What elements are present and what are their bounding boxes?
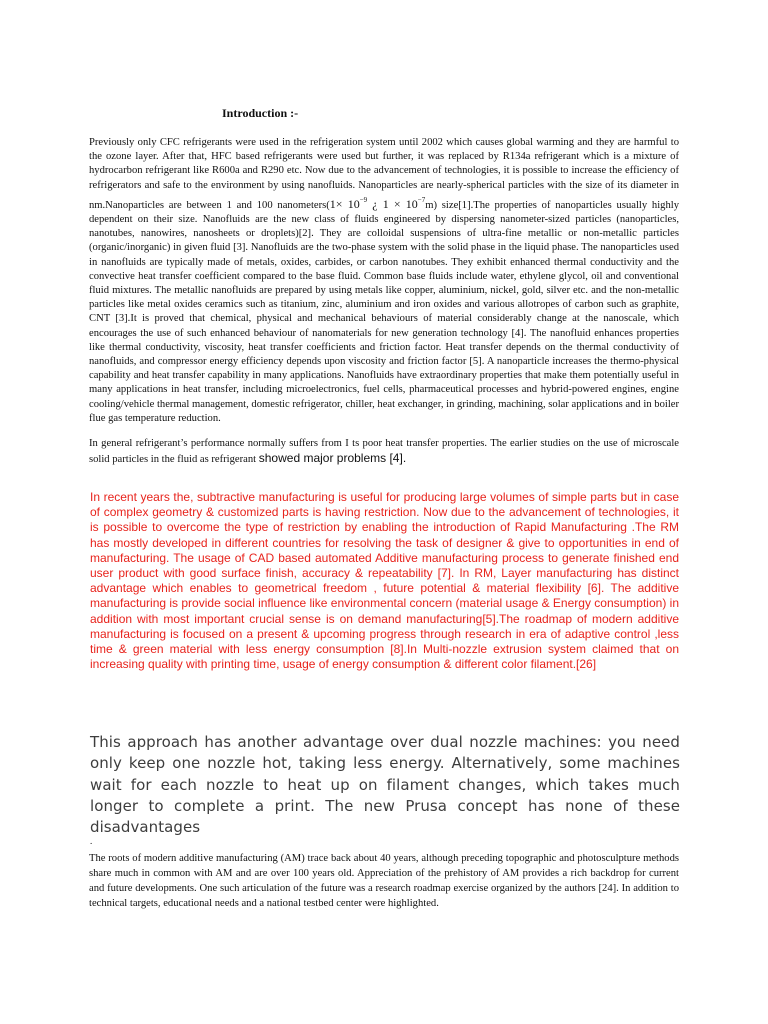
paragraph-refrigerant-performance — [89, 436, 679, 467]
section-heading: Introduction :- — [222, 106, 299, 120]
math-exponent-a: −9 — [359, 195, 368, 204]
math-part-a: 1× 10 — [329, 196, 360, 211]
paragraph-am-roots: The roots of modern additive manufacturing (AM) trace back about 40 years, although preceding topographic and photosculpture methods share much in common with AM and are over 100 years old. Appreciation of the prehistory of AM provides a rich backdrop for current and future developments. One such articulation of the future was a research roadmap exercise organized by the authors [24]. In addition to technical targets, educational needs and a national testbed center were highlighted. — [89, 853, 679, 909]
separator-dot: . — [90, 836, 93, 846]
paragraph-nanofluids-text-b: m) size[1].The properties of nanoparticles usually highly dependent on their size. Nanofluids are the new class of fluids engineered by dispersing nanometer-sized particles (nanoparticles, nanotubes, nanowires, nanosheets or droplets)[2]. They are colloidal suspensions of ultra-fine metallic or non-metallic particles (organic/inorganic) in given fluid [3]. Nanofluids are the two-phase system with the solid phase in the liquid phase. The nanoparticles used in nanofluids are typically made of metals, oxides, carbides, or carbon nanotubes. They exhibit enhanced thermal conductivity and the convective heat transfer coefficient compared to the base fluid. Common base fluids include water, ethylene glycol, oil and conventional fluid mixtures. The metallic nanofluids are prepared by using metals like copper, aluminium, nickel, gold, silver etc. and the non-metallic particles like metal oxides ceramics such as titanium, zinc, aluminium and iron oxides and various allotropes of carbon such as graphite, CNT [3].It is proved that chemical, physical and mechanical behaviours of material considerably change at the nanoscale, which encourages the use of such enhanced behaviour of nanomaterials for new generation technology [4]. The nanofluid enhances properties like thermal conductivity, viscosity, heat transfer coefficients and friction factor. Heat transfer depends on the thermal conductivity of nanofluids, and compressor energy efficiency depends upon viscosity and friction factor [5]. A nanoparticle increases the thermo-physical capability and heat transfer capability in many applications. Nanofluids have extraordinary properties that make them potentially useful in many applications in heat transfer, including microelectronics, fuel cells, pharmaceutical processes and hybrid-powered engines, engine cooling/vehicle thermal management, domestic refrigerator, chiller, heat exchanger, in grinding, machining, solar applications and in boiler flue gas temperature reduction. — [89, 199, 679, 424]
paragraph-nozzle-advantage — [90, 732, 680, 838]
math-expression — [330, 197, 425, 211]
paragraph-refrigerant-tail: showed major problems [4]. — [258, 451, 407, 465]
paragraph-rapid-manufacturing: In recent years the, subtractive manufacturing is useful for producing large volumes of simple parts but in case of complex geometry & customized parts is having restriction. Now due to the advancement of technologies, it is possible to overcome the type of restriction by enabling the introduction of Rapid Manufacturing .The RM has mostly developed in different countries for resolving the task of designer & give to opportunities in end of manufacturing. The usage of CAD based automated Additive manufacturing process to generate finished end user product with good surface finish, accuracy & repeatability [7]. In RM, Layer manufacturing has distinct advantage which enables to geometrical freedom , future potential & material flexibility [6]. The additive manufacturing is provide social influence like environmental concern (material usage & Energy consumption) in addition with most important crucial sense is on demand manufacturing[5].The roadmap of modern additive manufacturing is focused on a present & upcoming progress through research in era of adaptive control ,less time & green material with less energy consumption [8].In Multi-nozzle extrusion system claimed that on increasing quality with printing time, usage of energy consumption & different color filament.[26] — [90, 490, 679, 672]
paragraph-nozzle-text: This approach has another advantage over dual nozzle machines: you need only keep one nozzle hot, taking less energy. Alternatively, some machines wait for each nozzle to heat up on filament changes, which takes much longer to complete a print. The new Prusa concept has none of these disadvantages — [90, 733, 680, 837]
paragraph-nanofluids — [89, 136, 679, 426]
math-exponent-b: −7 — [417, 195, 426, 204]
math-part-b: ¿ 1 × 10 — [367, 196, 418, 211]
paragraph-refrigerant-text: In general refrigerant’s performance normally suffers from I ts poor heat transfer properties. The earlier studies on the use of microscale solid particles in the fluid as refrigerant — [89, 438, 679, 465]
paragraph-nanofluids-text-a: Previously only CFC refrigerants were used in the refrigeration system until 2002 which causes global warming and they are harmful to the ozone layer. After that, HFC based refrigerants were used but further, it was replaced by R134a refrigerant which is a mixture of hydrocarbon refrigerant like R600a and R290 etc. Now due to the advancement of technologies, it is possible to increase the efficiency of refrigerators and safe to the environment by using nanofluids. Nanoparticles are nearly-spherical particles with the size of its diameter in nm.Nanoparticles are between 1 and 100 nanometers( — [89, 137, 679, 211]
